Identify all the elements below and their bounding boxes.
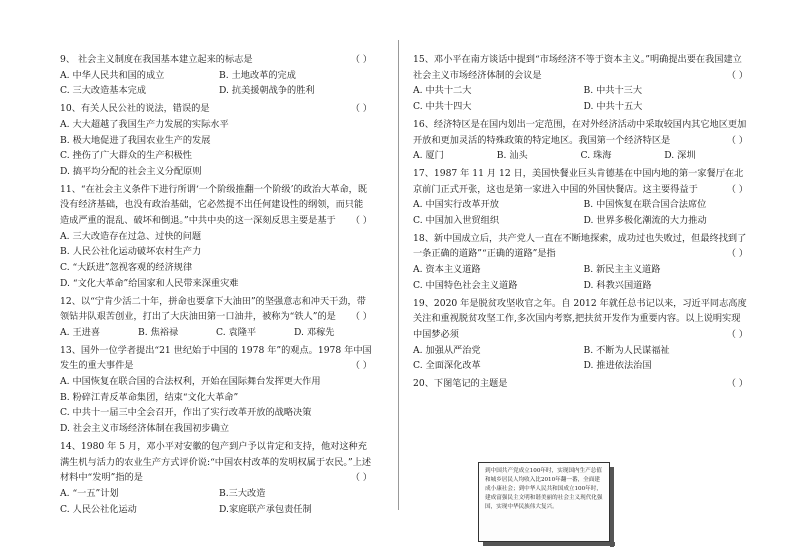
question-text: 18、新中国成立后，共产党人一直在不断地探索，成功过也失败过，但最终找到了一条正确的道路”“正确的道路”是指: [413, 232, 747, 260]
option: A. 中华人民共和国的成立: [60, 69, 165, 81]
question: [60, 294, 372, 341]
question-stem: [413, 376, 748, 392]
question-stem: [413, 52, 748, 83]
option: C. 中共十一届三中全会召开，作出了实行改革开放的战略决策: [60, 407, 312, 419]
question-stem: [413, 166, 748, 197]
option: D. 邓稼先: [294, 326, 335, 338]
question-text: 9、 社会主义制度在我国基本建立起来的标志是: [60, 54, 253, 65]
column-divider: [398, 40, 399, 510]
question: [60, 439, 372, 518]
question-text: 14、1980 年 5 月，邓小平对安徽的包产到户予以肯定和支持，他对这种充满生机与活力的农业生产方式评价说:“中国农村改革的发明权属于农民。”上述材料中“发明”指的是: [60, 440, 372, 484]
option: B. 粉碎江青反革命集团，结束“文化大革命”: [60, 391, 239, 403]
question-stem: [60, 182, 372, 229]
answer-blank: （ ）: [726, 248, 748, 260]
answer-blank: （ ）: [350, 215, 372, 227]
answer-blank: （ ）: [350, 472, 372, 484]
option: D. 世界多极化潮流的大力推动: [583, 215, 707, 227]
option: C. 袁隆平: [216, 326, 257, 338]
option: D. 社会主义市场经济体制在我国初步确立: [60, 423, 230, 435]
question: [413, 296, 748, 375]
options: [60, 486, 372, 517]
answer-blank: （ ）: [350, 360, 372, 372]
option: D. 抗美援朝战争的胜利: [219, 85, 315, 97]
options: [413, 197, 748, 228]
options: [60, 374, 372, 437]
option: B. 焦裕禄: [138, 326, 179, 338]
option: B. 中共十三大: [583, 85, 643, 97]
option: D. 搞平均分配的社会主义分配原则: [60, 165, 202, 177]
option: B.三大改造: [219, 487, 266, 499]
answer-blank: （ ）: [726, 378, 748, 390]
options: [413, 148, 748, 164]
question-text: 20、下图笔记的主题是: [413, 378, 508, 390]
option: C. 挫伤了广大群众的生产积极性: [60, 150, 192, 162]
option: B. 不断为人民谋福祉: [583, 344, 670, 356]
answer-blank: （ ）: [726, 69, 748, 81]
options: [413, 83, 748, 114]
question-stem: [413, 117, 748, 148]
option: A. 王进喜: [60, 326, 101, 338]
right-column: [413, 52, 748, 392]
option: A. 三大改造存在过急、过快的问题: [60, 230, 202, 242]
question-text: 17、1987 年 11 月 12 日，美国快餐业巨头肯德基在中国内地的第一家餐厅在北京前门正式开张，这也是第一家进入中国的外国快餐店。这主要得益于: [413, 167, 744, 195]
question: [60, 52, 372, 99]
question-stem: [60, 52, 372, 68]
question: [60, 343, 372, 437]
note-shadow-bottom: [483, 542, 615, 546]
question-text: 10、有关人民公社的说法，错误的是: [60, 103, 210, 115]
question-text: 15、邓小平在南方谈话中提到“市场经济不等于资本主义。”明确提出要在我国建立社会主义市场经济体制的会议是: [413, 54, 742, 81]
option: A. 大大超越了我国生产力发展的实际水平: [60, 118, 229, 130]
option: D. 科教兴国道路: [583, 279, 652, 291]
option: B. 新民主主义道路: [583, 264, 661, 276]
answer-blank: （ ）: [350, 103, 372, 115]
question-stem: [60, 439, 372, 486]
option: D. 推进依法治国: [583, 360, 652, 372]
question: [413, 52, 748, 115]
option: B. 汕头: [496, 150, 528, 162]
option: C. 中共十四大: [413, 101, 472, 113]
option: D. “文化大革命”给国家和人民带来深重灾难: [60, 277, 239, 289]
option: A. 中国恢复在联合国的合法权利，开始在国际舞台发挥更大作用: [60, 376, 321, 388]
option: C. 中国加入世贸组织: [413, 215, 500, 227]
question-text: 19、2020 年是脱贫攻坚收官之年。自 2012 年就任总书记以来，习近平同志高度关注和重视脱贫攻坚工作,多次国内考察,把扶贫开发作为重要内容。以上说明实现中国梦必须: [413, 297, 747, 340]
options: [413, 262, 748, 293]
left-column: [60, 52, 372, 517]
answer-blank: （ ）: [350, 54, 372, 65]
question: [60, 182, 372, 292]
answer-blank: （ ）: [726, 183, 748, 195]
question-text: 16、经济特区是在国内划出一定范围，在对外经济活动中采取较国内其它地区更加开放和更加灵活的特殊政策的特定地区。我国第一个经济特区是: [413, 118, 747, 146]
question-stem: [60, 294, 372, 325]
options: [60, 68, 372, 99]
option: B. 极大地促进了我国农业生产的发展: [60, 134, 211, 146]
note-shadow-right: [610, 467, 614, 547]
question-stem: [413, 296, 748, 343]
question: [413, 231, 748, 294]
question: [413, 376, 748, 392]
option: A. 加强从严治党: [413, 344, 481, 356]
question-text: 11、“在社会主义条件下进行所谓‘一个阶级推翻一个阶级’的政治大革命，既没有经济基础，也没有政治基础，它必然提不出任何建设性的纲领，而只能造成严重的混乱、破坏和倒退。”中共中央的这一深刻反思主要是基于: [60, 183, 368, 227]
answer-blank: （ ）: [726, 328, 748, 340]
option: A. 资本主义道路: [413, 264, 481, 276]
option: D. 深圳: [664, 150, 696, 162]
question-text: 12、以“宁肯少活二十年，拼命也要拿下大油田”的坚强意志和冲天干劲，带领钻井队艰苦创业，打出了大庆油田第一口油井，被称为“铁人”的是: [60, 295, 366, 323]
option: A. 中国实行改革开放: [413, 199, 499, 211]
options: [60, 117, 372, 180]
option: A. “一五”计划: [60, 487, 119, 499]
option: C. “大跃进”忽视客观的经济规律: [60, 262, 193, 274]
question-text: 13、国外一位学者提出“21 世纪始于中国的 1978 年”的观点。1978 年中国发生的重大事件是: [60, 344, 372, 372]
option: C. 三大改造基本完成: [60, 85, 147, 97]
question-stem: [60, 343, 372, 374]
question-stem: [413, 231, 748, 262]
option: C. 人民公社化运动: [60, 503, 137, 515]
question-stem: [60, 101, 372, 117]
options: [413, 343, 748, 374]
answer-blank: （ ）: [726, 134, 748, 146]
option: B. 中国恢复在联合国合法席位: [583, 199, 707, 211]
question: [413, 166, 748, 229]
options: [60, 229, 372, 292]
option: A. 厦门: [413, 150, 444, 162]
options: [60, 325, 372, 341]
note-figure: [478, 462, 610, 542]
question: [413, 117, 748, 164]
option: B. 人民公社化运动破坏农村生产力: [60, 246, 202, 258]
option: C. 全面深化改革: [413, 360, 481, 372]
option: C. 中国特色社会主义道路: [413, 279, 518, 291]
option: B. 土地改革的完成: [219, 69, 296, 81]
answer-blank: （ ）: [350, 311, 372, 323]
option: D. 中共十五大: [583, 101, 643, 113]
note-text: 到中国共产党成立100年时，实现国内生产总值和城乡居民人均收入比2010年翻一番，全面建成小康社会；到中华人民共和国成立100年时，建成富强民主文明和谐美丽的社会主义现代化强国，实现中华民族伟大复兴。: [485, 468, 603, 510]
option: D.家庭联产承包责任制: [219, 503, 312, 515]
option: C. 珠海: [580, 150, 612, 162]
question: [60, 101, 372, 180]
option: A. 中共十二大: [413, 85, 472, 97]
